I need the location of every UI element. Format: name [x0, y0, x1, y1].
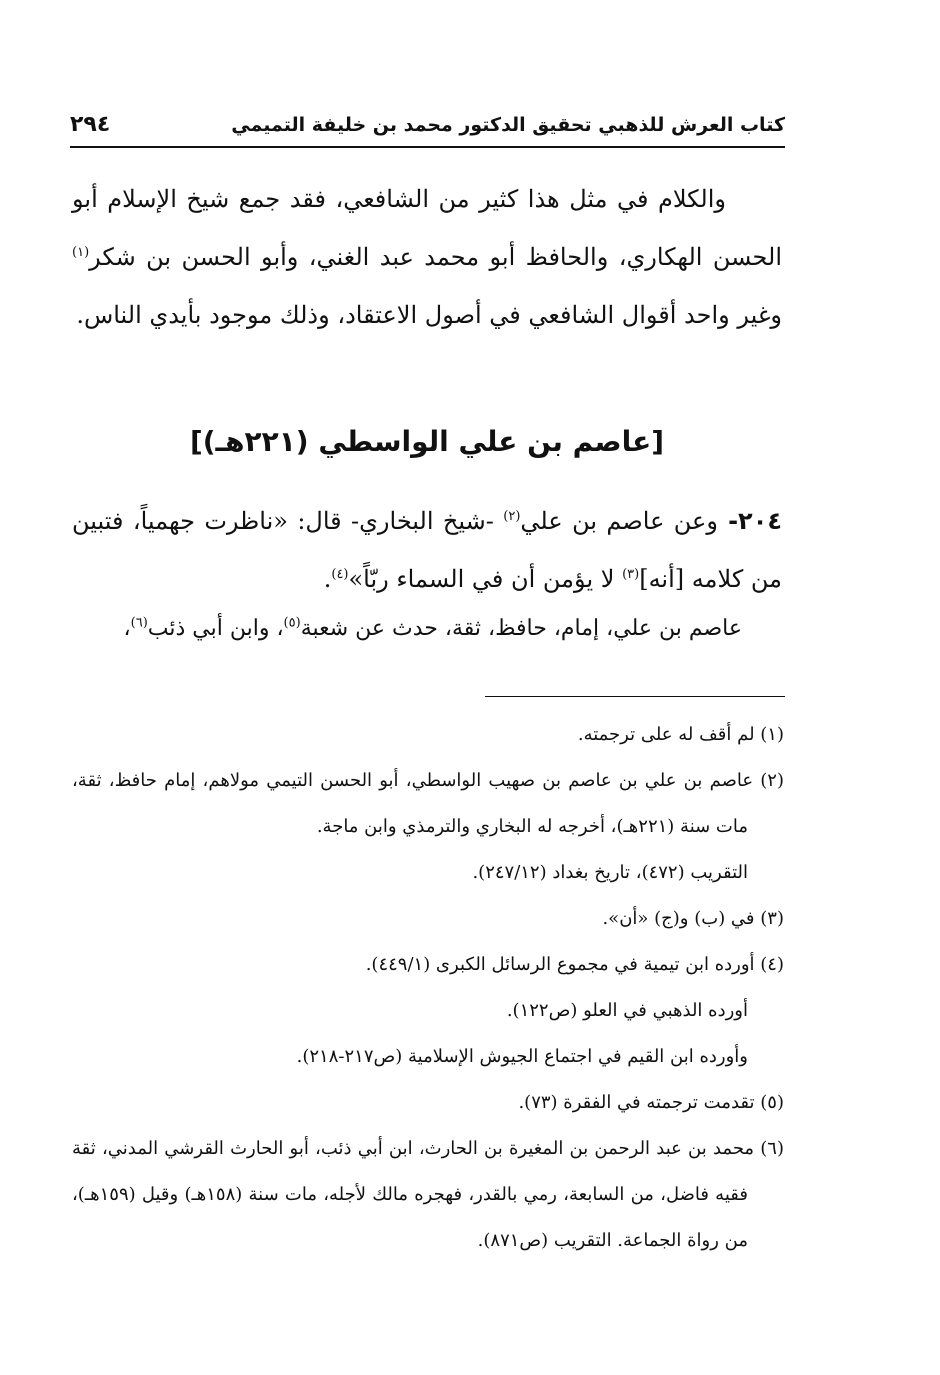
footnote-ref: (٤) — [331, 567, 349, 582]
entry-text: وعن عاصم بن علي — [520, 507, 718, 535]
section-heading: [عاصم بن علي الواسطي (٢٢١هـ)] — [189, 425, 665, 458]
page-number: ٢٩٤ — [70, 112, 111, 137]
footnote-5: (٥) تقدمت ترجمته في الفقرة (٧٣). — [518, 1092, 784, 1113]
footnote-ref: (٢) — [503, 509, 521, 524]
footnotes — [72, 712, 784, 1264]
footnote-separator — [485, 696, 785, 697]
bio-text: ، وابن أبي ذئب — [147, 616, 284, 641]
footnote-ref: (٦) — [130, 615, 148, 631]
paragraph-text: والكلام في مثل هذا كثير من الشافعي، فقد جمع شيخ الإسلام أبو الحسن الهكاري، والحافظ أبو محمد عبد الغني، وأبو الحسن بن شكر — [72, 185, 782, 271]
bio-text: ، — [123, 616, 131, 641]
footnote-ref: (٥) — [283, 615, 301, 631]
footnote-3: (٣) في (ب) و(ج) «أن». — [602, 908, 784, 929]
bio-text: عاصم بن علي، إمام، حافظ، ثقة، حدث عن شعبة — [300, 616, 742, 641]
entry-text: . — [323, 565, 332, 593]
entry-number: ٢٠٤- — [717, 507, 782, 535]
entry-text: -شيخ البخاري- قال: «ناظرت جهمياً، فتبين من كلامه [أنه] — [72, 507, 782, 593]
footnote-4: (٤) أورده ابن تيمية في مجموع الرسائل الكبرى (٤٤٩/١). — [365, 954, 784, 975]
footnote-ref: (١) — [72, 245, 90, 260]
footnote-1: (١) لم أقف له على ترجمته. — [577, 724, 784, 745]
footnote-2-source: التقريب (٤٧٢)، تاريخ بغداد (٢٤٧/١٢). — [472, 862, 748, 883]
footnote-2: (٢) عاصم بن علي بن عاصم بن صهيب الواسطي، أبو الحسن التيمي مولاهم، إمام حافظ، ثقة، مات سنة (٢٢١هـ)، أخرجه له البخاري والترمذي وابن ماجة. — [72, 770, 784, 837]
page-header — [70, 106, 785, 148]
entry-paragraph — [72, 492, 782, 608]
paragraph-text-tail: وغير واحد أقوال الشافعي في أصول الاعتقاد، وذلك موجود بأيدي الناس. — [76, 301, 782, 329]
biography-paragraph — [72, 600, 782, 658]
opening-paragraph — [72, 170, 782, 344]
footnote-4-source-3: وأورده ابن القيم في اجتماع الجيوش الإسلامية (ص٢١٧-٢١٨). — [296, 1046, 748, 1067]
running-title: كتاب العرش للذهبي تحقيق الدكتور محمد بن خليفة التميمي — [231, 114, 785, 136]
footnote-6: (٦) محمد بن عبد الرحمن بن المغيرة بن الحارث، ابن أبي ذئب، أبو الحارث القرشي المدني، ثقة فقيه فاضل، من السابعة، رمي بالقدر، فهجره مالك لأجله، مات سنة (١٥٨هـ) وقيل (١٥٩هـ)، من رواة الجماعة. التقريب (ص٨٧١). — [72, 1138, 784, 1251]
footnote-ref: (٣) — [622, 567, 640, 582]
entry-text: لا يؤمن أن في السماء ربّاً» — [348, 565, 623, 593]
footnote-4-source-2: أورده الذهبي في العلو (ص١٢٢). — [506, 1000, 748, 1021]
